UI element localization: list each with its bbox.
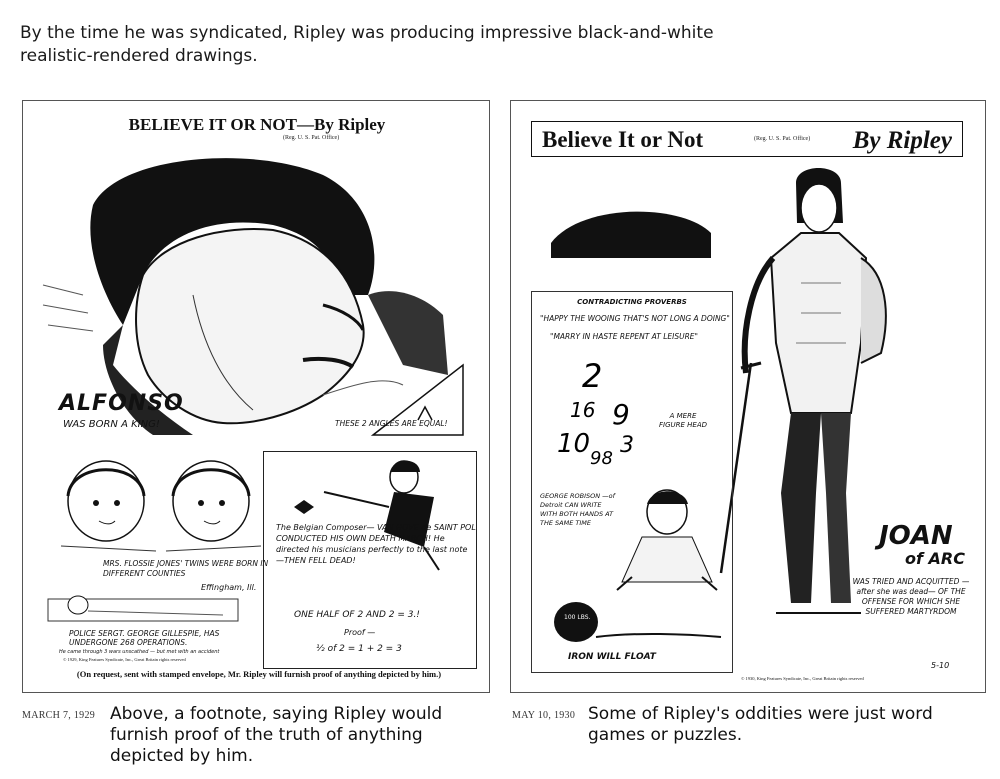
comic-panel-1929: [22, 100, 490, 693]
sergeant-illustration: [43, 591, 243, 626]
copyright: © 1929, King Features Syndicate, Inc., Great Britain rights reserved: [63, 657, 186, 662]
proverb-2: "MARRY IN HASTE REPENT AT LEISURE": [550, 332, 698, 341]
math-proof: Proof —: [344, 628, 376, 637]
math-line-1: ONE HALF OF 2 AND 2 = 3.!: [294, 610, 420, 620]
alfonso-caption: WAS BORN A KING!: [63, 419, 160, 430]
intro-text: By the time he was syndicated, Ripley was producing impressive black-and-white realistic-rendered drawings.: [20, 23, 714, 66]
twins-caption: MRS. FLOSSIE JONES' TWINS WERE BORN IN DIFFERENT COUNTIES: [103, 559, 269, 578]
svg-text:3: 3: [620, 433, 634, 458]
alfonso-title: ALFONSO: [59, 391, 184, 416]
figure-head-numbers: [552, 352, 652, 482]
proverbs-heading: CONTRADICTING PROVERBS: [577, 298, 687, 306]
twins-illustration: [51, 451, 271, 561]
proverb-1: "HAPPY THE WOOING THAT'S NOT LONG A DOING": [540, 314, 730, 323]
svg-text:98: 98: [590, 448, 613, 469]
composer-caption: The Belgian Composer— VAN HOVE de SAINT POL CONDUCTED HIS OWN DEATH MARCH! He directed his musicians perfectly to the last note —THEN FELL DEAD!: [276, 523, 476, 565]
comic-panel-1930: [510, 100, 986, 693]
math-line-2: ½ of 2 = 1 + 2 = 3: [316, 644, 402, 654]
trademark-note: (Reg. U. S. Pat. Office): [283, 135, 340, 141]
sergeant-caption: POLICE SERGT. GEORGE GILLESPIE, HAS UNDERGONE 268 OPERATIONS.: [69, 629, 220, 647]
angles-caption: THESE 2 ANGLES ARE EQUAL!: [335, 419, 448, 428]
joan-title: JOAN: [879, 521, 953, 551]
joan-subtitle: of ARC: [905, 549, 965, 568]
svg-text:16: 16: [570, 398, 596, 422]
left-date: MARCH 7, 1929: [22, 710, 96, 721]
iron-caption: IRON WILL FLOAT: [568, 652, 656, 662]
left-caption: Above, a footnote, saying Ripley would furnish proof of the truth of anything depicted by him.: [110, 704, 443, 766]
right-date: MAY 10, 1930: [512, 710, 576, 721]
panel-byline: By Ripley: [852, 127, 952, 154]
iron-weight-illustration: [546, 592, 726, 652]
decorative-shadow: [541, 193, 721, 263]
panel-title: Believe It or Not: [542, 127, 704, 152]
panel-date-mark: 5-10: [931, 661, 950, 670]
panel-header: [531, 121, 963, 157]
svg-text:10: 10: [557, 429, 591, 459]
robison-caption: GEORGE ROBISON —of Detroit CAN WRITE WITH BOTH HANDS AT THE SAME TIME: [540, 492, 615, 527]
footnote: (On request, sent with stamped envelope, Mr. Ripley will furnish proof of anything depicted by him.): [76, 669, 442, 679]
robison-illustration: [612, 482, 727, 592]
twins-place: Effingham, Ill.: [201, 583, 257, 592]
weight-label: 100 LBS.: [564, 614, 591, 621]
figure-head-caption: A MERE FIGURE HEAD: [658, 412, 707, 429]
sergeant-note: He came through 3 wars unscathed — but met with an accident: [59, 649, 220, 655]
copyright: © 1930, King Features Syndicate, Inc., Great Britain rights reserved: [741, 676, 864, 681]
composer-inset: [263, 451, 477, 669]
puzzle-box: [531, 291, 733, 673]
trademark-note: (Reg. U. S. Pat. Office): [754, 136, 811, 142]
svg-text:2: 2: [582, 357, 603, 395]
joan-caption: WAS TRIED AND ACQUITTED —after she was dead— OF THE OFFENSE FOR WHICH SHE SUFFERED MARTYRDOM: [852, 577, 970, 616]
svg-text:9: 9: [612, 398, 630, 431]
panel-title: BELIEVE IT OR NOT—By Ripley: [128, 115, 386, 134]
right-caption: Some of Ripley's oddities were just word games or puzzles.: [588, 704, 933, 745]
